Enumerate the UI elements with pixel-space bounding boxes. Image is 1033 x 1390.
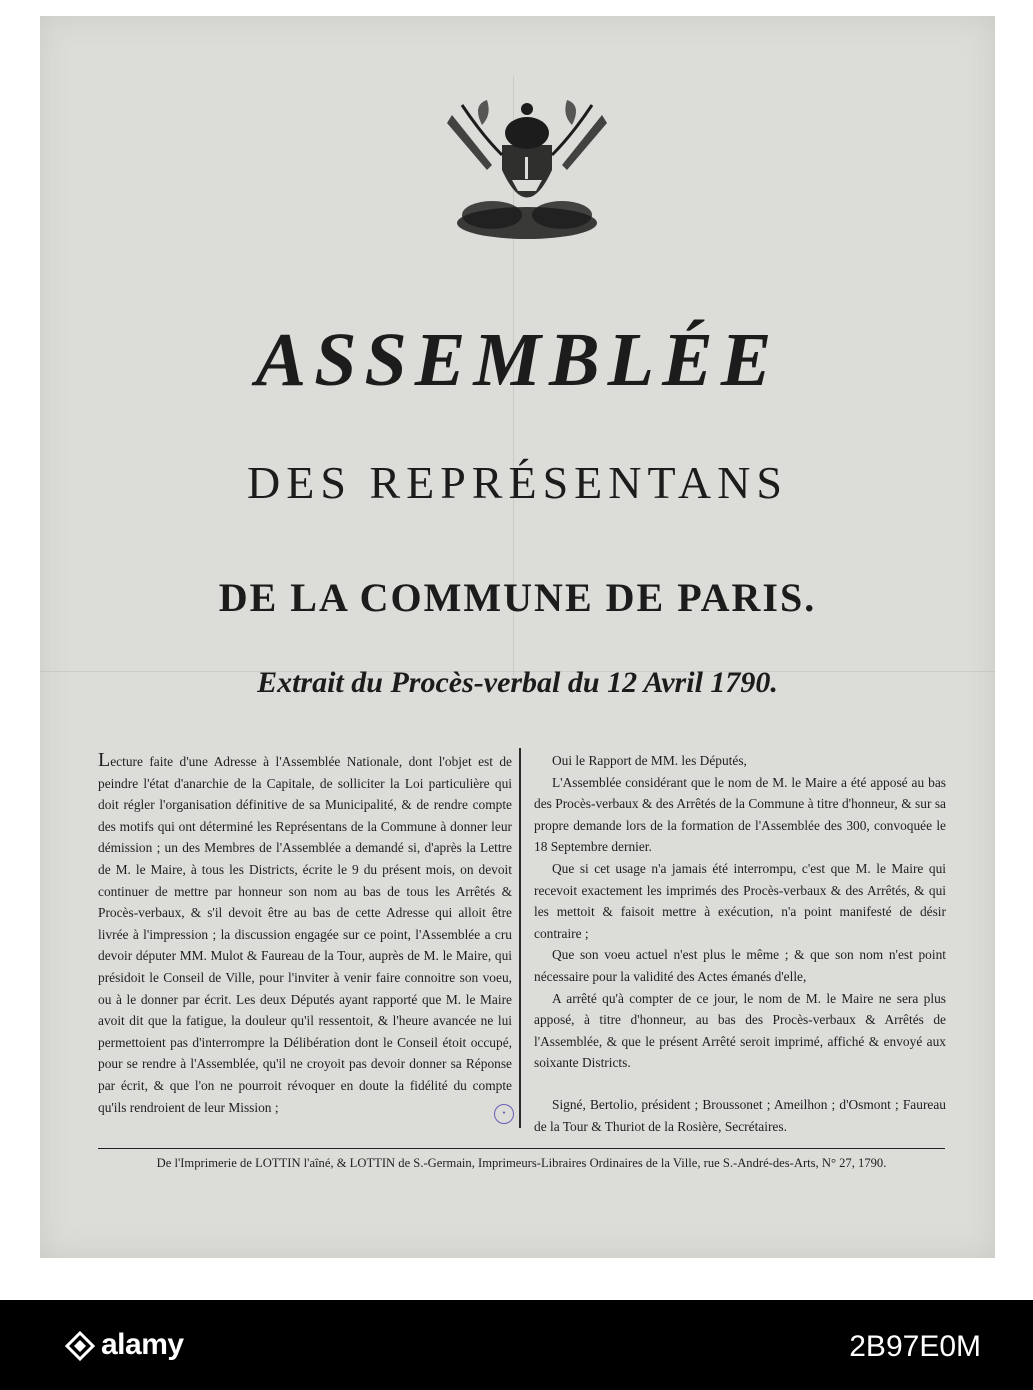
- right-paragraph: A arrêté qu'à compter de ce jour, le nom de M. le Maire ne sera plus apposé, à titre d'honneur, au bas des Procès-verbaux & Arrêtés de l'Assemblée, & que le présent Arrêté seroit imprimé, affiché & envoyé aux soixante Districts.: [534, 990, 946, 1071]
- right-paragraph: L'Assemblée considérant que le nom de M. le Maire a été apposé au bas des Procès-verbaux & des Arrêtés de la Commune à titre d'honneur, & sur sa propre demande lors de la formation de l'Assemblée des 300, convoquée le 18 Septembre dernier.: [534, 774, 946, 855]
- image-code: 2B97E0M: [849, 1330, 981, 1363]
- brand-name: alamy: [101, 1328, 184, 1361]
- column-divider: [519, 748, 521, 1128]
- coat-of-arms-vignette: [432, 95, 622, 245]
- document-title: ASSEMBLÉE: [255, 318, 780, 402]
- right-paragraph: Oui le Rapport de MM. les Députés,: [552, 753, 747, 768]
- right-column: [534, 750, 946, 1137]
- document-subtitle-commune: DE LA COMMUNE DE PARIS.: [218, 575, 817, 620]
- document-subtitle: DES REPRÉSENTANS: [247, 457, 788, 508]
- library-stamp: ●: [494, 1104, 514, 1124]
- right-paragraph: Que son voeu actuel n'est plus le même ; & que son nom n'est point nécessaire pour la validité des Actes émanés d'elle,: [534, 947, 946, 984]
- signature-line: Signé, Bertolio, président ; Broussonet ; Ameilhon ; d'Osmont ; Faureau de la Tour & Thuriot de la Rosière, Secrétaires.: [534, 1096, 946, 1134]
- left-column-text: ecture faite d'une Adresse à l'Assemblée Nationale, dont l'objet est de peindre l'état d'anarchie de la Capitale, de solliciter la Loi particulière qui doit régler l'organisation définitive de sa Municipalité, & de rendre compte des motifs qui ont déterminé les Représentans de la Commune à donner leur démission ; un des Membres de l'Assemblée a demandé si, d'après la Lettre de M. le Maire, à tous les Districts, écrite le 9 du présent mois, on devoit continuer de mettre par honneur son nom au bas de tous les Arrêtés & Procès-verbaux, & s'il devoit être au bas de cette Adresse qui alloit être livrée à l'impression ; la discussion engagée sur ce point, l'Assemblée a cru devoir députer MM. Mulot & Faureau de la Tour, auprès de M. le Maire, qui présidoit le Conseil de Ville, pour l'inviter à venir faire connoitre son voeu, ou à le donner par écrit. Les deux Députés ayant rapporté que M. le Maire avoit dit que la fatigue, la douleur qu'il ressentoit, & l'heure avancée ne lui permettoient pas d'interrompre la Délibération dont le Conseil étoit occupé, pour se rendre à l'Assemblée, qu'il ne croyoit pas devoir donner sa Réponse par écrit, & que l'on ne pourroit révoquer en doute la fidélité du compte qu'ils rendroient de leur Mission ;: [98, 754, 512, 1115]
- right-paragraph: Que si cet usage n'a jamais été interrompu, c'est que M. le Maire qui recevoit exactement les imprimés des Procès-verbaux & des Arrêtés, & qui les mettoit & faisoit mettre à exécution, n'a point manifesté de désir contraire ;: [534, 860, 946, 941]
- extract-heading: Extrait du Procès-verbal du 12 Avril 1790.: [257, 666, 778, 699]
- brand-mark-icon: [65, 1331, 95, 1361]
- brand-logo[interactable]: [65, 1328, 184, 1362]
- left-column: [98, 750, 512, 1118]
- imprint-rule-top: [98, 1148, 945, 1149]
- dropcap-letter: L: [98, 749, 111, 771]
- left-paragraph: [98, 750, 512, 1118]
- printer-imprint: De l'Imprimerie de LOTTIN l'aîné, & LOTTIN de S.-Germain, Imprimeurs-Libraires Ordinaires de la Ville, rue S.-André-des-Arts, N° 27, 1790.: [156, 1156, 887, 1170]
